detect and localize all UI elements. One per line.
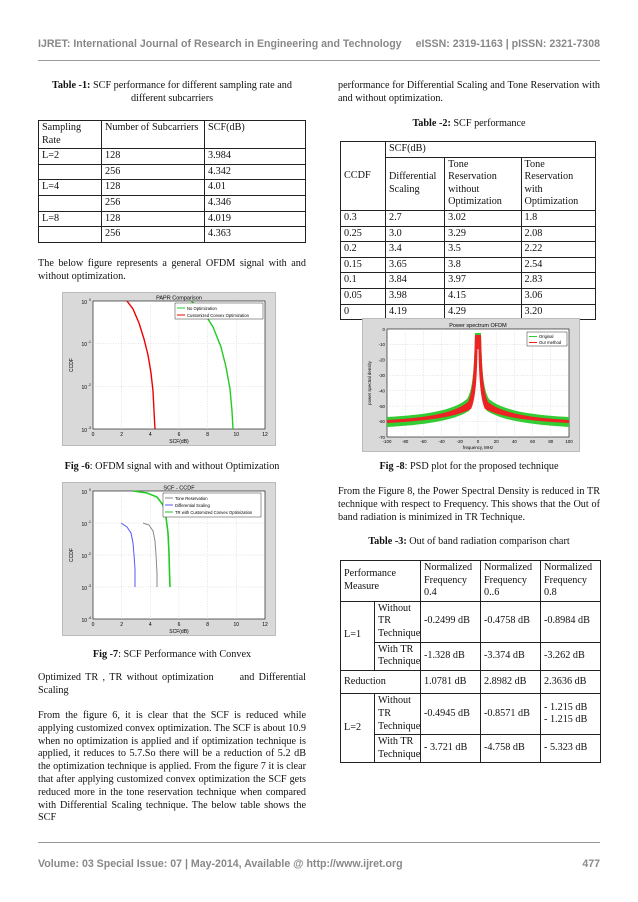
paragraph-1: The below figure represents a general OFDM signal with and without optimization. [38,258,306,282]
fig7-legend: Tone Reservation [175,496,208,501]
fig7-yexp: -1 [87,520,91,524]
fig7-xtick: 12 [262,622,268,628]
fig8-ytick: 0 [382,327,385,332]
table-row: L=8 128 4.019 [39,211,306,227]
figure-8-caption: Fig -8: PSD plot for the proposed technique [379,461,559,472]
table-row: 256 4.346 [39,195,306,211]
fig6-xlabel: SCF(dB) [169,439,189,445]
fig6-xtick: 6 [177,432,181,438]
fig8-xtick: -80 [402,439,409,444]
fig8-ytick: -10 [378,342,385,347]
figure-7 [62,482,276,636]
figure-8 [362,318,580,452]
running-header [38,38,600,50]
fig8-xtick: -100 [382,439,392,444]
fig6-yexp: -2 [87,383,91,387]
footer-rule [38,842,600,843]
table-row: 0.2 3.4 3.5 2.22 [341,242,596,258]
fig8-xtick: 60 [530,439,536,444]
fig7-ytick: 10 [81,490,87,496]
fig6-xtick: 8 [206,432,210,438]
table1-caption: Table -1: SCF performance for different sampling rate and different subcarriers [52,80,292,104]
fig8-legend: Original [539,334,554,339]
fig8-xtick: 0 [476,439,480,444]
fig6-xtick: 12 [262,432,268,438]
fig8-title: Power spectrum OFDM [449,323,507,329]
table3: Performance Measure Normalized Frequency 0.4 Normalized Frequency 0..6 Normalized Frequency 0.8 L=1 Without TR Technique -0.2499 dB -0.4758 dB -0.8984 dB With TR Technique -1.328 dB -3.374 dB -3.262 dB Reduction 1.0781 dB 2.8982 dB 2.3636 dB L=2 Without TR Technique -0.4945 dB -0.8571 dB - 1.215 dB - 1.215 dB With TR Technique - 3.721 dB -4.758 dB - 5.323 dB [340,560,600,763]
volume-info: Volume: 03 Special Issue: 07 | May-2014, Available @ http://www.ijret.org [38,858,403,870]
fig7-ylabel: CCDF [69,548,75,562]
fig7-xtick: 4 [148,622,152,628]
fig6-ytick: 10 [81,428,87,434]
fig6-xtick: 0 [91,432,95,438]
journal-title: IJRET: International Journal of Research in Engineering and Technology [38,38,402,50]
fig8-ytick: -40 [378,388,385,394]
fig7-ytick: 10 [81,522,87,528]
fig7-yexp: 0 [89,488,91,492]
paragraph-4: performance for Differential Scaling and Tone Reservation with and without optimization. [338,80,600,104]
paragraph-3: From the figure 6, it is clear that the SCF is reduced while applying customized convex optimization. The SCF is about 10.9 when no optimization is applied and if optimization technique is applied, it reduces to 5.7.So there will be a reduction of 5.2 dB the optimization technique is applied. From the figure 7 it is clear that after applying customized convex optimization the SCF gets reduced more in the tone reservation technique when compared with Differential Scaling technique. The below table shows the SCF [38,710,306,824]
table-row: L=2 Without TR Technique -0.4945 dB -0.8571 dB - 1.215 dB - 1.215 dB [341,694,601,735]
table-row: 0.25 3.0 3.29 2.08 [341,226,596,242]
fig8-xtick: 80 [548,439,554,444]
fig6-ytick: 10 [81,300,87,306]
fig8-legend: Our method [539,340,562,345]
fig7-yexp: -4 [87,616,91,620]
fig6-yexp: -1 [87,340,91,344]
table-row: L=2 128 3.984 [39,149,306,165]
t2-ccdf: CCDF [341,142,386,211]
fig8-xtick: -20 [456,439,463,444]
table-row: 0.05 3.98 4.15 3.06 [341,288,596,304]
t3-h0: Performance Measure [341,561,421,602]
fig7-legend: Differential Scaling [175,503,210,508]
table-row: L=4 128 4.01 [39,180,306,196]
fig8-xtick: 100 [565,439,573,444]
table-row: Reduction 1.0781 dB 2.8982 dB 2.3636 dB [341,670,601,694]
fig6-ytick: 10 [81,385,87,391]
fig6-xtick: 2 [120,432,124,438]
fig8-ytick: -20 [378,357,385,363]
fig7-ytick: 10 [81,554,87,560]
page-number: 477 [582,858,600,870]
table-row: With TR Technique - 3.721 dB -4.758 dB - 5.323 dB [341,735,601,763]
fig6-legend: Customized Convex Optimization [187,313,249,318]
table-row: With TR Technique -1.328 dB -3.374 dB -3.262 dB [341,642,601,670]
fig8-xtick: 40 [511,439,517,444]
paragraph-5: From the Figure 8, the Power Spectral Density is reduced in TR technique with respect to Frequency. This shows that the Out of band radiation is minimized in TR Technique. [338,486,600,523]
t2-scf: SCF(dB) [386,142,596,158]
fig6-ylabel: CCDF [69,358,75,372]
fig6-title: PAPR Comparison [156,295,202,302]
table2: CCDF SCF(dB) Differential Scaling Tone Reservation without Optimization Tone Reservation with Optimization 0.3 2.7 3.02 1.8 0.25 3.0 3.29 2.08 0.2 3.4 3.5 2.22 0.15 3.65 3.8 2.54 0.1 3.84 3.97 2.83 0.05 3.98 4.15 3.06 0 4.19 4.29 3.20 [340,141,596,320]
fig8-xlabel: frequency, MHz [462,445,494,450]
table-row: L=1 Without TR Technique -0.2499 dB -0.4758 dB -0.8984 dB [341,601,601,642]
fig7-title: SCF - CCDF [163,485,195,492]
fig7-xlabel: SCF(dB) [169,629,189,635]
paragraph-2: Optimized TR , TR without optimization and Differential Scaling [38,672,309,696]
table-row: 256 4.342 [39,164,306,180]
figure-6 [62,292,276,446]
fig6-ytick: 10 [81,342,87,348]
t1-h0: Sampling Rate [39,121,102,149]
table-row: 0 4.19 4.29 3.20 [341,304,596,320]
fig7-ytick: 10 [81,586,87,592]
issn: eISSN: 2319-1163 | pISSN: 2321-7308 [415,38,600,50]
fig8-xtick: -60 [420,439,427,444]
table2-caption: Table -2: SCF performance [412,118,526,129]
fig7-xtick: 2 [120,622,124,628]
fig8-xtick: -40 [438,439,445,444]
fig6-legend: No Optimization [187,306,217,311]
fig7-xtick: 0 [91,622,95,628]
t1-h2: SCF(dB) [205,121,306,149]
header-rule [38,60,600,61]
fig6-xtick: 4 [148,432,152,438]
figure-7-caption: Fig -7: SCF Performance with Convex [92,649,252,660]
fig8-ylabel: power spectral density [367,361,372,405]
fig8-ytick: -50 [378,404,385,409]
fig7-xtick: 10 [233,622,240,628]
fig7-xtick: 8 [206,622,210,628]
fig8-ytick: -70 [378,435,385,440]
table1 [38,120,306,243]
fig7-ytick: 10 [81,618,87,624]
fig6-xtick: 10 [233,432,240,438]
table-row: 256 4.363 [39,227,306,243]
table-row: 0.3 2.7 3.02 1.8 [341,210,596,226]
fig7-yexp: -3 [87,584,91,588]
fig7-yexp: -2 [87,552,91,556]
table-row: 0.15 3.65 3.8 2.54 [341,257,596,273]
table3-caption: Table -3: Out of band radiation comparison chart [368,536,570,547]
figure-6-caption: Fig -6: OFDM signal with and without Optimization [64,461,280,472]
fig8-ytick: -30 [378,373,385,378]
fig8-ytick: -60 [378,419,385,424]
fig7-xtick: 6 [177,622,181,628]
fig6-yexp: -3 [87,426,91,430]
fig7-legend: TR with Customized Convex Optimization [175,510,253,515]
running-footer [38,858,600,870]
table-row: 0.1 3.84 3.97 2.83 [341,273,596,289]
fig8-xtick: 20 [493,439,499,444]
t1-h1: Number of Subcarriers [102,121,205,149]
fig6-yexp: 0 [89,298,91,302]
